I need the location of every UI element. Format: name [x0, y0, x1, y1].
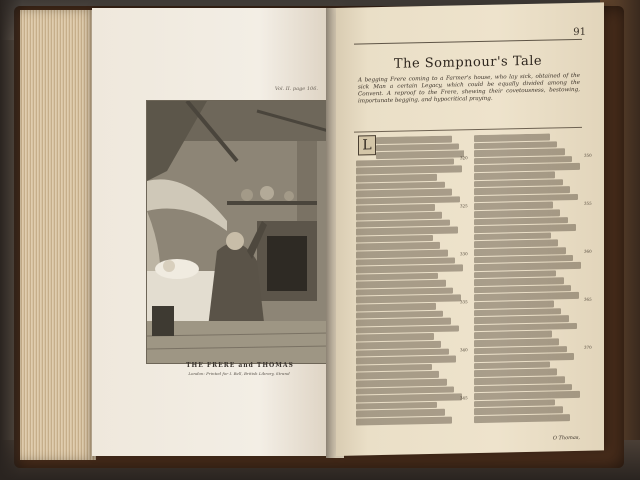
line-number: 340: [460, 347, 468, 353]
verse-line: [356, 303, 436, 311]
verse-line: [356, 196, 460, 205]
verse-line: [356, 295, 461, 304]
verse-line: [356, 227, 458, 236]
verse-line: [474, 323, 577, 332]
line-number: 355: [584, 200, 592, 206]
line-number: 325: [460, 203, 468, 209]
engraving-illustration: [147, 101, 329, 363]
verse-line: [356, 174, 437, 182]
verse-line: [356, 212, 442, 220]
verse-line: [474, 414, 570, 423]
verse-line: [474, 376, 565, 384]
line-number: 360: [584, 248, 592, 254]
engraving-plate: [146, 100, 330, 364]
plate-imprint: London: Printed for I. Bell, British Library, Strand: [188, 371, 290, 376]
plate-caption: Vol. II. page 106.: [274, 86, 318, 92]
verse-line: [356, 264, 463, 273]
page-number: 91: [573, 26, 586, 39]
verse-line: [356, 417, 452, 426]
verse-line: [474, 134, 550, 142]
line-number: 350: [584, 152, 592, 158]
line-number: 320: [460, 155, 468, 161]
verse-line: [474, 163, 580, 172]
plate-title: THE FRERE and THOMAS: [186, 362, 294, 369]
line-number: 335: [460, 299, 468, 305]
verse-line: [474, 353, 574, 362]
line-number: 345: [460, 395, 468, 401]
page-edges: [20, 10, 96, 460]
line-number: 365: [584, 296, 592, 302]
argument-rule: [354, 127, 582, 133]
verse-line: [474, 338, 559, 346]
verse-line: [356, 341, 441, 349]
verse-line: [474, 194, 578, 203]
verse-line: [474, 391, 580, 400]
verse-line: [356, 250, 448, 259]
drop-cap: L: [358, 135, 376, 155]
verse-line: [474, 224, 576, 233]
line-number: 370: [584, 344, 592, 350]
verse-line: [356, 379, 447, 387]
verse-line: [356, 356, 456, 365]
verse-line: [356, 325, 459, 334]
verse-line: [474, 300, 554, 308]
tale-argument: A begging Frere coming to a Farmer's house, who lay sick, obtained of the sick Man a certain Legacy, which could be equally divided among the Convent. A reproof to the Frere, shewing their covetousness, bestowing, importunate begging, and hypocritical praying.: [358, 72, 580, 105]
verse-line: [356, 166, 462, 175]
verse-line: [474, 247, 566, 256]
header-rule: [354, 39, 582, 45]
verse-line: [474, 171, 555, 179]
verse-line: [474, 209, 560, 217]
verse-column-right: [474, 133, 582, 435]
verse-line: [474, 292, 579, 301]
verse-column-left: [356, 135, 464, 437]
verse-line: [474, 262, 581, 271]
verse-line: [356, 394, 462, 403]
tale-title: The Sompnour's Tale: [393, 53, 543, 72]
verse-line: [376, 136, 452, 144]
edge-shadow: [0, 0, 22, 480]
right-page: [336, 2, 604, 456]
catchword: O Thomas,: [552, 434, 580, 442]
line-number: 330: [460, 251, 468, 257]
